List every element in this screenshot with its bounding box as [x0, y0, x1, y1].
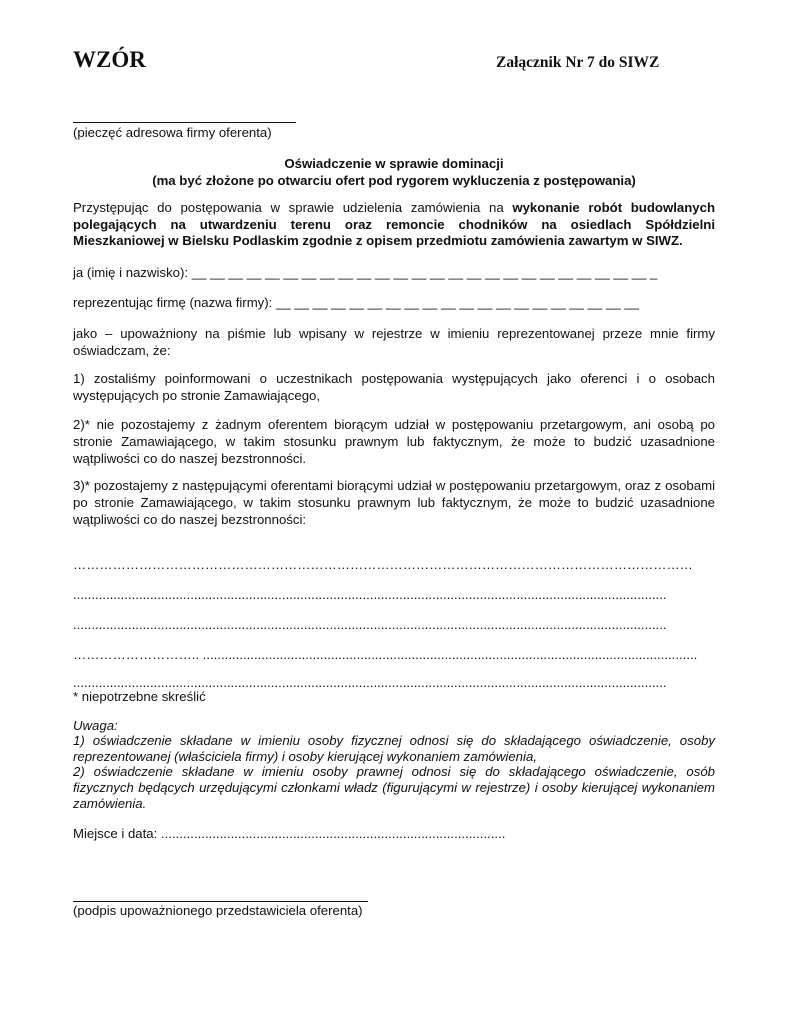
place-date-row: [73, 825, 505, 842]
company-blank[interactable]: __ __ __ __ __ __ __ __ __ __ __ __ __ __ __ __ __ __ __ __: [276, 295, 640, 310]
place-date-field[interactable]: ..............................................................................................: [160, 826, 506, 841]
name-blank[interactable]: __ __ __ __ __ __ __ __ __ __ __ __ __ __ __ __ __ __ __ __ __ __ __ __ __ _: [191, 265, 658, 280]
note-heading: Uwaga:: [73, 718, 118, 733]
document-title: Oświadczenie w sprawie dominacji: [284, 156, 504, 171]
intro-paragraph: [73, 200, 715, 250]
point-2: 2)* nie pozostajemy z żadnym oferentem biorącym udział w postępowaniu przetargowym, ani osobą po stronie Zamawiającego, w takim stosunku prawnym lub faktycznym, że może to budzić uzasadnione wątpliwości co do naszej bezstronności.: [73, 417, 715, 466]
attachment-label: Załącznik Nr 7 do SIWZ: [496, 54, 660, 71]
name-label: ja (imię i nazwisko):: [73, 265, 189, 280]
document-subtitle: (ma być złożone po otwarciu ofert pod rygorem wykluczenia z postępowania): [152, 173, 636, 188]
company-field-row: [73, 294, 639, 311]
intro-subject: wykonanie robót budowlanych polegających na utwardzeniu terenu oraz remoncie chodników na osiedlach Spółdzielni Mieszkaniowej w Bielsku Podlaskim zgodnie z opisem przedmiotu zamówienia zawartym w SIWZ.: [73, 200, 715, 248]
stamp-caption: (pieczęć adresowa firmy oferenta): [73, 125, 272, 140]
fill-line-4[interactable]: ……………………….. .......................................................................................................................................: [73, 647, 698, 662]
fill-line-2[interactable]: ..................................................................................................................................................................: [73, 587, 667, 602]
fill-line-3[interactable]: ..................................................................................................................................................................: [73, 617, 667, 632]
footnote: * niepotrzebne skreślić: [73, 689, 206, 704]
name-field-row: [73, 264, 657, 281]
stamp-line: [73, 122, 296, 123]
company-label: reprezentując firmę (nazwa firmy):: [73, 295, 273, 310]
note-item-1: 1) oświadczenie składane w imieniu osoby fizycznej odnosi się do składającego oświadczenie, osoby reprezentowanej (właściciela firmy) i osoby kierującej wykonaniem zamówienia,: [73, 733, 715, 764]
note-item-2: 2) oświadczenie składane w imieniu osoby prawnej odnosi się do składającego oświadczenie, osób fizycznych będących urzędującymi członkami władz (figurującymi w rejestrze) i osoby kierującej wykonaniem zamówienia.: [73, 764, 715, 811]
point-3: 3)* pozostajemy z następującymi oferentami biorącymi udział w postępowaniu przetargowym, oraz z osobami po stronie Zamawiającego, w takim stosunku prawnym lub faktycznym, że może to budzić uzasadnione wątpliwości co do naszej bezstronności:: [73, 478, 715, 527]
authorization-statement: jako – upoważniony na piśmie lub wpisany w rejestrze w imieniu reprezentowanej przeze mnie firmy oświadczam, że:: [73, 326, 715, 358]
intro-prefix: Przystępując do postępowania w sprawie udzielenia zamówienia na: [73, 200, 513, 215]
fill-line-5[interactable]: ..................................................................................................................................................................: [73, 675, 667, 690]
point-1: 1) zostaliśmy poinformowani o uczestnikach postępowania występujących jako oferenci i o osobach występujących po stronie Zamawiającego,: [73, 371, 715, 403]
signature-caption: (podpis upoważnionego przedstawiciela oferenta): [73, 903, 363, 918]
template-heading: WZÓR: [73, 47, 146, 72]
fill-line-1[interactable]: ……………………………………………………………………………………………………………………………: [73, 557, 693, 572]
place-date-label: Miejsce i data:: [73, 826, 158, 841]
